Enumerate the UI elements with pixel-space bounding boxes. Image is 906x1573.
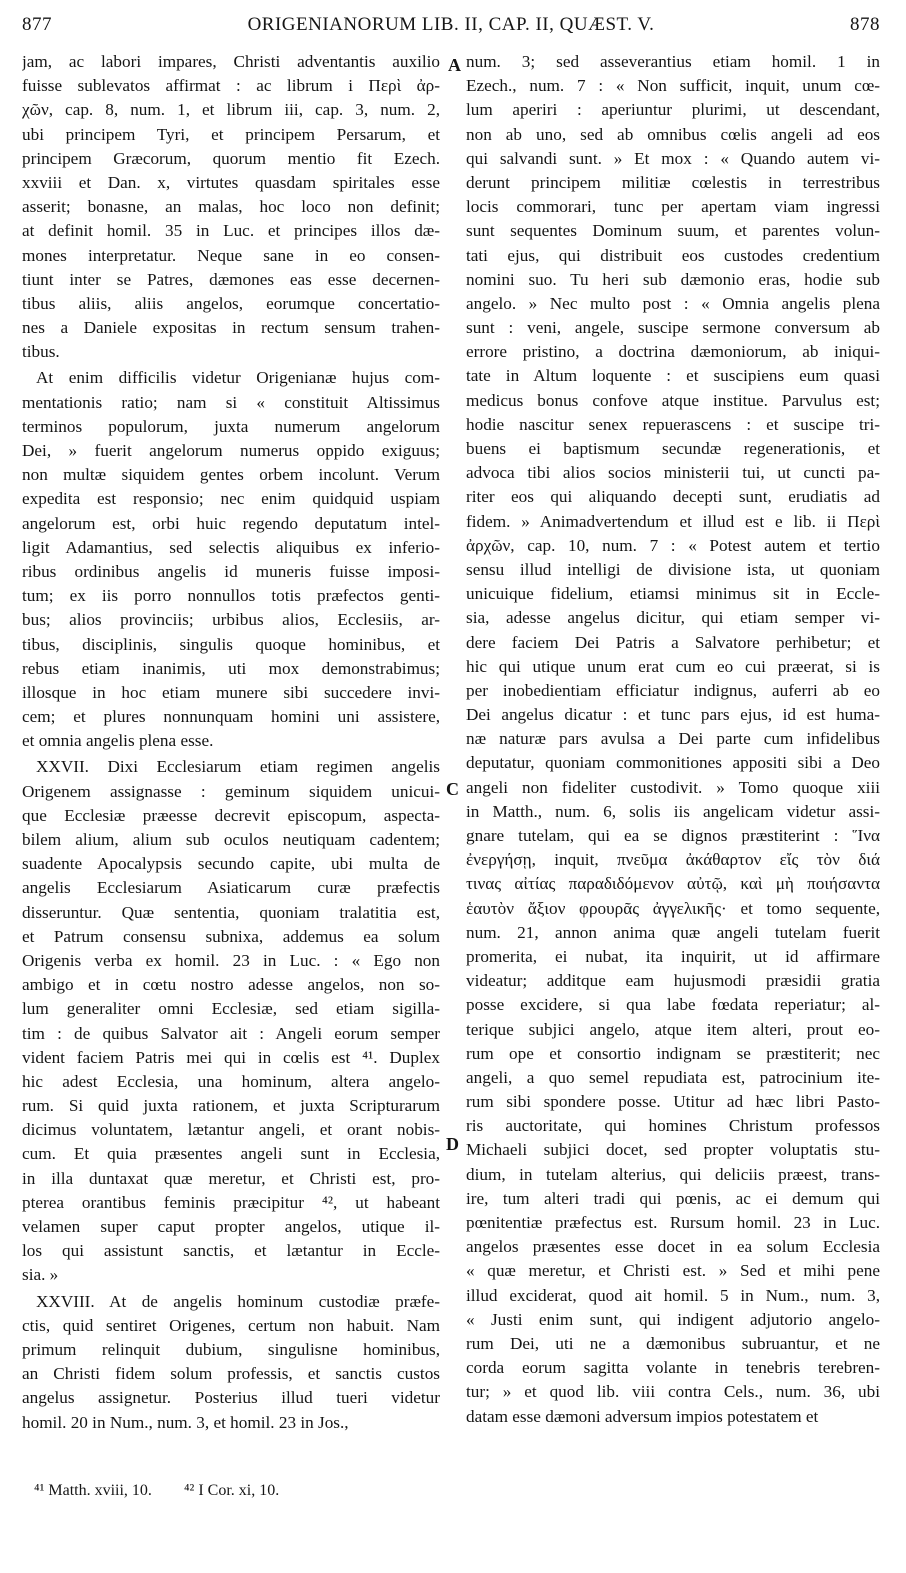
text-line: et omnia angelis plena esse. [22, 731, 214, 751]
text-line: per inobedientiam efficiatur indignus, auferri ab eo [466, 680, 880, 700]
text-line: rebus etiam inanimis, uti mox demonstrabimus; [22, 658, 440, 678]
text-line: homil. 20 in Num., num. 3, et homil. 23 in Jos., [22, 1412, 349, 1432]
text-line: χῶν, cap. 8, num. 1, et librum iii, cap. 3, num. 2, [22, 100, 440, 120]
text-line: bus; alios provinciis; urbibus alios, Ecclesiis, ar- [22, 610, 440, 630]
text-line: dere faciem Dei Patris a Salvatore perhibetur; et [466, 632, 880, 652]
text-line: tati ejus, qui distribuit eos custodes credentium [466, 245, 880, 265]
text-line: sia. » [22, 1265, 59, 1285]
text-line: sia, adesse angelus dicitur, qui etiam semper vi- [466, 608, 880, 628]
text-line: Origenis verba ex homil. 23 in Luc. : « Ego non [22, 950, 440, 970]
text-line: angeli non fideliter custodivit. » Tomo quoque xiii [466, 777, 880, 797]
text-line: Origenem assignasse : geminum siquidem unicui- [22, 781, 440, 801]
text-line: tate in Altum loquente : et suscipiens eum quasi [466, 366, 880, 386]
text-line: pterea orantibus feminis præcipitur ⁴², ut habeant [22, 1192, 440, 1212]
text-line: nomini suo. Tu heri sub dæmonio eras, hodie sub [466, 269, 880, 289]
text-line: tibus. [22, 342, 60, 362]
text-line: hic adest Ecclesia, una hominum, altera angelo- [22, 1071, 440, 1091]
footnote-41: ⁴¹ Matth. xviii, 10. [34, 1482, 152, 1499]
text-line: hic qui utique unum erat cum eo cui præerat, si is [466, 656, 880, 676]
text-line: sunt : veni, angele, suscipe sermone conversum ab [466, 318, 880, 338]
text-line: xxviii et Dan. x, virtutes quasdam spiritales esse [22, 172, 440, 192]
footnotes [34, 1482, 307, 1500]
text-line: errore pristino, a doctrina dæmoniorum, ab iniqui- [466, 342, 880, 362]
text-line: tibus aliis, aliis angelos, eorumque concertatio- [22, 293, 440, 313]
text-line: promerita, ei nubat, ita inquirit, ut id affirmare [466, 946, 880, 966]
text-line: dium, in tutelam alterius, qui deliciis præest, trans- [466, 1164, 880, 1184]
text-line: locis commorari, tunc per apertam viam ingressi [466, 197, 880, 217]
text-line: derunt principem militiæ cœlestis in terrestribus [466, 172, 880, 192]
text-line: ambigo et in cœtu nostro adesse angelos, non so- [22, 975, 440, 995]
margin-marker-c: C [446, 779, 459, 799]
text-line: fidem. » Animadvertendum et illud est e lib. ii Περὶ [466, 511, 880, 531]
text-line: tim : de quibus Salvator ait : Angeli eorum semper [22, 1023, 440, 1043]
running-title: ORIGENIANORUM LIB. II, CAP. II, QUÆST. V. [247, 14, 655, 35]
text-line: rum. Si quid juxta rationem, et juxta Scripturarum [22, 1096, 440, 1116]
text-line: rum ope et consortio indignam se præstiterit; nec [466, 1043, 880, 1063]
text-line: tum; ex iis porro nonnullos totis præfectos genti- [22, 586, 440, 606]
text-line: sensu illud intelligi de divisione ista, ut quoniam [466, 559, 880, 579]
text-line: angelo. » Nec multo post : « Omnia angelis plena [466, 293, 880, 313]
text-line: terique subjici angelo, atque item alteri, prout eo- [466, 1019, 880, 1039]
text-line: at definit homil. 35 in Luc. et principes illos dæ- [22, 221, 440, 241]
text-line: ubi principem Tyri, et principem Persarum, et [22, 124, 440, 144]
text-line: Ezech., num. 7 : « Non sufficit, inquit, unum cœ- [466, 76, 880, 96]
text-line: « Justi enim sunt, qui indigent adjutorio angelo- [466, 1309, 880, 1329]
text-line: ligit Adamantius, sed selectis aliquibus ex inferio- [22, 537, 440, 557]
text-line: riter eos qui aliquando decepti sunt, erudiatis ad [466, 487, 880, 507]
left-column [22, 50, 440, 1435]
page-number-right: 878 [850, 14, 880, 35]
text-line: jam, ac labori impares, Christi adventantis auxilio [22, 52, 440, 71]
text-line: vident faciem Patris mei qui in cœlis est ⁴¹. Duplex [22, 1047, 440, 1067]
text-line: nes a Daniele expositas in rectum sensum trahen- [22, 318, 440, 338]
text-line: angelus assignetur. Posterius illud tueri videtur [22, 1388, 440, 1408]
text-line: dicimus voluntatem, lætantur angeli, et orant nobis- [22, 1120, 440, 1140]
text-line: næ naturæ pars avulsa a Dei parte cum infidelibus [466, 729, 880, 749]
text-line: medicus bonus confove atque institue. Parvulus est; [466, 390, 880, 410]
text-line: rum Dei, uti ne a dæmonibus subruantur, et ne [466, 1333, 880, 1353]
text-line: ἐνεργήσῃ, inquit, πνεῦμα ἀκάθαρτον εἴς τὸν διά [466, 850, 880, 870]
text-line: non multæ siquidem gentes orbem incolunt. Verum [22, 465, 440, 485]
text-line: angelos præsentes esse docet in ea solum Ecclesia [466, 1237, 880, 1257]
text-line: bilem alium, alium sub oculos neutiquam cadentem; [22, 830, 440, 849]
text-line: deputatur, quoniam commonitiones appositi sibi a Deo [466, 753, 880, 773]
text-line: ris auctoritate, qui homines Christum professos [466, 1116, 880, 1136]
text-line: ire, tum alteri tradi qui pœnis, ac ei demum qui [466, 1188, 880, 1208]
text-line: Michaeli subjici docet, sed propter voluptatis stu- [466, 1140, 880, 1160]
footnote-42: ⁴² I Cor. xi, 10. [183, 1482, 280, 1499]
text-line: expedita est responsio; nec enim quidquid uspiam [22, 489, 440, 509]
text-line: corda eorum sagitta volante in tenebris terebren- [466, 1358, 880, 1378]
text-line: primum relinquit dubium, singulisne hominibus, [22, 1339, 440, 1359]
text-line: angelis Ecclesiarum Asiaticarum curæ præfectis [22, 878, 440, 898]
text-line: asserit; bonasne, an malas, hoc loco non definit; [22, 197, 440, 217]
text-line: an Christi fidem solum professis, et sanctis custos [22, 1364, 440, 1384]
text-line: angelorum est, orbi huic regendo deputatum intel- [22, 513, 440, 533]
text-line: XXVIII. At de angelis hominum custodiæ præfe- [36, 1291, 440, 1311]
text-line: unicuique fidelium, etiamsi minimus sit in Eccle- [466, 584, 880, 604]
text-line: tur; » et quod lib. viii contra Cels., num. 36, ubi [466, 1382, 880, 1402]
text-line: lum aperiri : aperiuntur plurimi, ut descendant, [466, 100, 880, 120]
running-header [22, 14, 880, 40]
text-line: in Matth., num. 6, solis iis angelicam videtur assi- [466, 801, 880, 821]
text-line: videatur; additque eam hujusmodi præsidii gratia [466, 971, 880, 991]
text-line: cum. Et quia præsentes angeli sunt in Ecclesia, [22, 1144, 440, 1164]
text-line: ἀρχῶν, cap. 10, num. 7 : « Potest autem et tertio [466, 535, 880, 555]
text-line: non ab uno, sed ab omnibus cœlis angeli ad eos [466, 124, 880, 144]
text-line: posse excidere, si qua labe fœdata reperiatur; al- [466, 995, 880, 1015]
text-line: sunt sequentes Dominum suum, et parentes volun- [466, 221, 880, 241]
text-line: principem Græcorum, quorum mentio fit Ezech. [22, 148, 440, 168]
text-line: tibus, disciplinis, singulis quoque hominibus, et [22, 634, 440, 654]
text-line: disseruntur. Quæ sententia, quoniam tralatitia est, [22, 902, 440, 922]
right-column [466, 50, 880, 1429]
text-line: ribus ordinibus angelis id muneris fuisse imposi- [22, 561, 440, 581]
text-line: Dei, » fuerit angelorum numerus oppido exiguus; [22, 441, 440, 460]
text-line: lum generaliter omni Ecclesiæ, sed etiam sigilla- [22, 999, 440, 1019]
text-line: in illa duntaxat quæ meretur, et Christi est, pro- [22, 1168, 440, 1188]
text-line: advoca tibi alios socios ministerii tui, ut cuncti pa- [466, 463, 880, 483]
text-line: At enim difficilis videtur Origenianæ hujus com- [36, 368, 440, 388]
text-line: tiunt inter se Patres, dæmones eas esse decernen- [22, 269, 440, 289]
text-line: angeli, a quo semel repudiata est, patrocinium ite- [466, 1067, 880, 1087]
text-line: XXVII. Dixi Ecclesiarum etiam regimen angelis [36, 757, 440, 777]
text-line: datam esse dæmoni adversum impios potestatem et [466, 1406, 819, 1426]
text-line: ἑαυτὸν ἄξιον φρουρᾶς ἀγγελικῆς· et tomo sequente, [466, 898, 880, 918]
text-line: velamen super caput propter angelos, utique il- [22, 1217, 440, 1236]
text-line: illosque in hoc etiam munere sibi succedere invi- [22, 682, 440, 702]
text-line: suadente Apocalypsis secundo capite, ubi multa de [22, 854, 440, 874]
text-line: illud exciderat, quod ait homil. 5 in Num., num. 3, [466, 1285, 880, 1305]
text-line: qui salvandi sunt. » Et mox : « Quando autem vi- [466, 148, 880, 168]
text-line: fuisse sublevatos affirmat : ac librum i Περὶ ἀρ- [22, 76, 440, 96]
text-line: que Ecclesiæ præesse decrevit episcopum, aspecta- [22, 805, 440, 825]
margin-marker-a: A [448, 55, 461, 75]
text-line: los qui assistunt sanctis, et lætantur in Eccle- [22, 1241, 440, 1261]
text-line: hodie nascitur senex repuerascens : et suscipe tri- [466, 414, 880, 434]
text-line: cem; et plures nonnunquam homini uni assistere, [22, 707, 440, 727]
text-line: « quæ meretur, et Christi est. » Sed et mihi pene [466, 1261, 880, 1281]
text-line: τινας αἰτίας παραδιδόμενον αὐτῷ, καὶ μὴ ποιήσαντα [466, 874, 880, 894]
text-line: buens ei baptismum secundæ regenerationis, et [466, 439, 880, 458]
text-line: mones interpretatur. Neque sane in eo consen- [22, 245, 440, 265]
text-line: rum sibi spondere posse. Utitur ad hæc libri Pasto- [466, 1092, 880, 1112]
text-line: num. 21, annon anima quæ angeli tutelam fuerit [466, 922, 880, 942]
text-line: pœnitentiæ præfectus est. Rursum homil. 23 in Luc. [466, 1213, 880, 1232]
text-line: terminos populorum, juxta numerum angelorum [22, 416, 440, 436]
text-line: mentationis ratio; nam si « constituit Altissimus [22, 392, 440, 412]
text-line: ctis, quid sentiret Origenes, certum non habuit. Nam [22, 1315, 440, 1335]
text-line: gnare tutelam, qui ea se dignos præstiterint : Ἵνα [466, 826, 880, 845]
page-number-left: 877 [22, 14, 52, 35]
margin-marker-d: D [446, 1134, 459, 1154]
text-line: num. 3; sed asseverantius etiam homil. 1 in [466, 52, 880, 71]
text-line: et Patrum consensu subnixa, addemus ea solum [22, 926, 440, 946]
text-line: Dei angelus dicatur : et tunc pars ejus, id est huma- [466, 705, 880, 725]
